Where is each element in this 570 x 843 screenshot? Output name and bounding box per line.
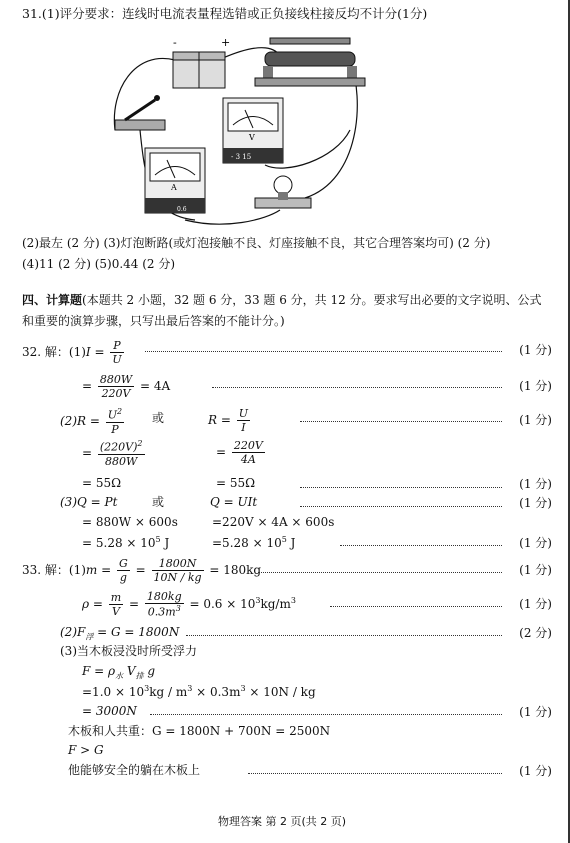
q33-line-3: $(2)F_浮 = G = 1800N$ [60,625,180,642]
q33-line-2: ρ = $\frac{m}{V}$ = $\frac{180kg}{0.3m^3}$ = $0.6 \times 10^3kg/m^3$ [82,590,296,619]
q32-alt-r: R = $\frac{U}{I}$ [208,407,249,434]
section-desc-1: (本题共 2 小题，32 题 6 分，33 题 6 分，共 12 分。要求写出必要的文字说明、公式 [82,293,542,307]
score: (1 分) [519,536,552,550]
svg-text:0.6: 0.6 [177,206,187,213]
q32-line-3: (2)R = $\frac{U^2}{P}$ [60,407,123,436]
dots [300,506,502,507]
q33-weight: 木板和人共重：G = 1800N + 700N = 2500N [68,724,331,738]
bulb-icon [255,176,311,208]
q32-res-a: = 55Ω [82,476,122,490]
q33-buoy-result: = 3000N [82,704,137,718]
q32-line-4: = $\frac{(220V)^2}{880W}$ [82,439,143,468]
ammeter-icon [145,148,205,213]
q31-answer-4: (4)11 (2 分) (5)0.44 (2 分) [22,257,176,271]
dots [258,572,502,573]
q32-line-1: 32. 解：(1)I = $\frac{P}{U}$ [22,339,122,366]
score: (1 分) [519,413,552,427]
score: (1 分) [519,343,552,357]
or-label: 或 [152,495,165,509]
svg-text:A: A [171,183,177,192]
battery-icon [173,36,230,88]
q32-calc-2b: $=5.28 \times 10^5$ J [212,535,296,550]
circuit-diagram [105,30,370,230]
score: (2 分) [519,626,552,640]
q31-answer-2: (2)最左 (2 分) (3)灯泡断路(或灯泡接触不良、灯座接触不良，其它合理答案均可) (2 分) [22,236,491,250]
dots [300,421,502,422]
dots [186,635,502,636]
score: (1 分) [519,379,552,393]
section-title: 四、计算题 [22,293,83,307]
section-desc-2: 和重要的演算步骤，只写出最后答案的不能计分。) [22,314,285,328]
q33-compare: F > G [68,743,104,757]
score: (1 分) [519,705,552,719]
svg-text:- 3 15: - 3 15 [231,153,252,161]
q32-calc-2: = $5.28 \times 10^5$ J [82,535,170,550]
svg-text:+: + [221,36,231,49]
or-label: 或 [152,411,165,425]
q33-line-4: (3)当木板浸没时所受浮力 [60,644,197,658]
q32-res-b: = 55Ω [216,476,256,490]
dots [330,606,502,607]
page-footer: 物理答案 第 2 页(共 2 页) [218,815,347,828]
score: (1 分) [519,477,552,491]
dots [340,545,502,546]
dots [248,773,502,774]
svg-text:V: V [249,133,255,142]
switch-icon [115,95,165,130]
dots [150,714,502,715]
dots [145,351,502,352]
rheostat-icon [255,38,365,86]
q32-line-4b: = $\frac{220V}{4A}$ [216,439,263,466]
q32-calc-1: = 880W × 600s [82,515,178,529]
q33-buoy-calc: $=1.0 \times 10^3kg / m^3 \times 0.3m^3 \times 10N$ / kg [82,684,316,699]
q33-line-1: 33. 解：(1)m = $\frac{G}{g}$ = $\frac{1800N}{10N / kg}$ = 180kg [22,557,262,584]
score: (1 分) [519,496,552,510]
score: (1 分) [519,563,552,577]
section-4-header [22,294,542,306]
q32-q3-alt: Q = UIt [210,495,258,509]
svg-text:-: - [173,36,177,49]
q32-q3: (3)Q = Pt [60,495,118,509]
q33-conclusion: 他能够安全的躺在木板上 [68,763,201,777]
dots [300,487,502,488]
q33-buoy-formula: $F = \rho_水$ $V_排$ g [82,664,156,681]
q32-calc-1b: =220V × 4A × 600s [212,515,335,529]
score: (1 分) [519,597,552,611]
voltmeter-icon [223,98,283,163]
score: (1 分) [519,764,552,778]
q31-heading: 31.(1)评分要求：连线时电流表量程选错或正负接线柱接反均不计分(1分) [22,6,428,21]
q32-line-2: = $\frac{880W}{220V}$ = 4A [82,373,171,400]
dots [212,387,502,388]
